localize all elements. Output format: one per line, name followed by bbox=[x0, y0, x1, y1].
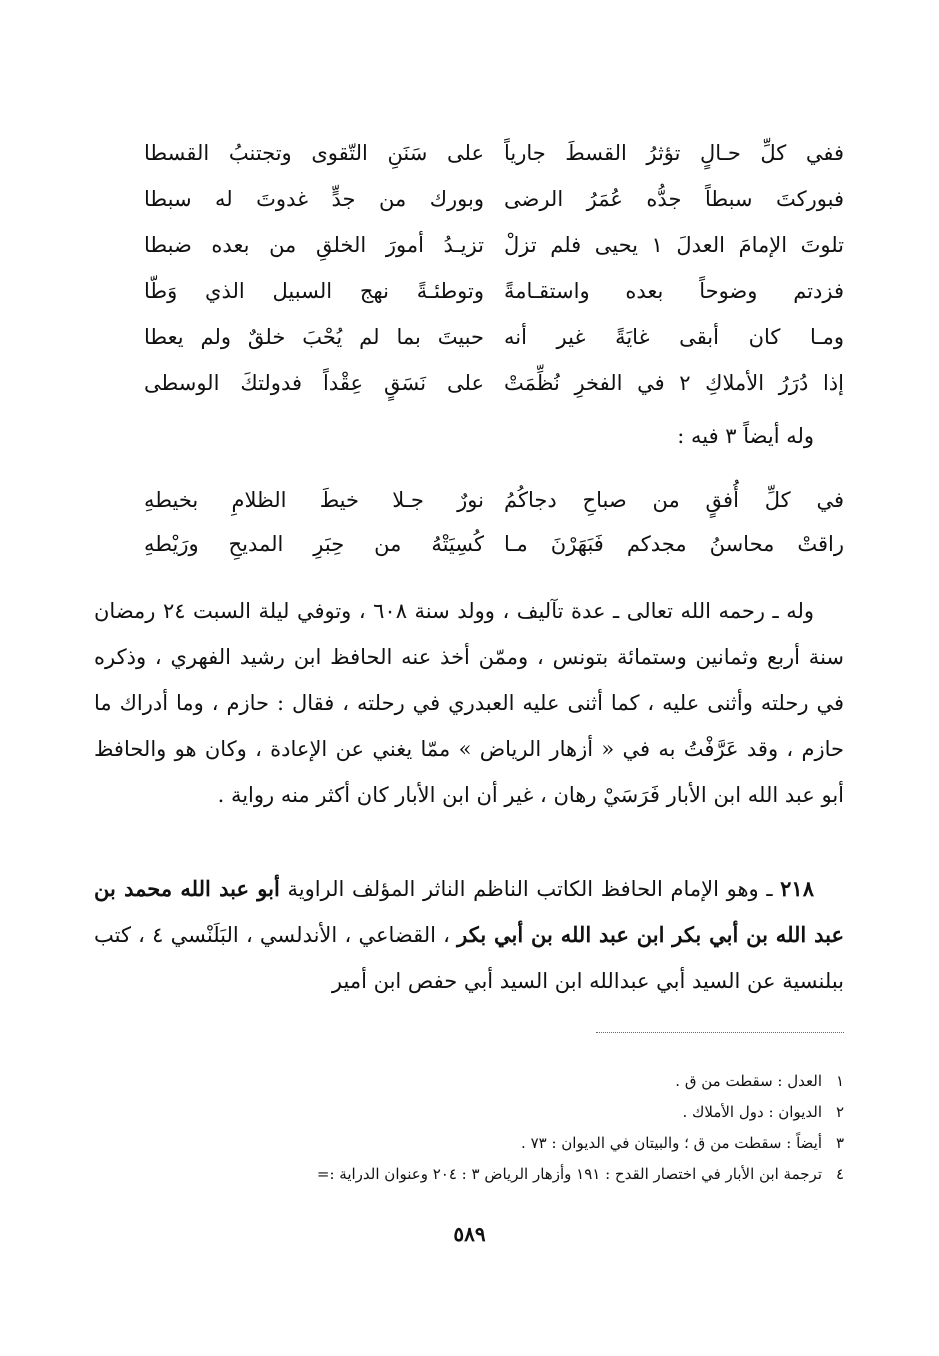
verse-first-hemistich: فزدتم وضوحاً بعده واستقـامةً bbox=[504, 279, 844, 303]
footnote-separator bbox=[596, 1032, 844, 1033]
verse bbox=[144, 130, 844, 176]
verse-second-hemistich: كُسِيَتْهُ من حِبَرِ المديحِ ورَيْطهِ bbox=[144, 532, 484, 556]
entry-continuation-text: ، القضاعي ، الأندلسي ، البَلَنْسي ٤ ، كتب ببلنسية عن السيد أبي عبدالله ابن السيد أبي حفص ابن أمير bbox=[94, 923, 844, 993]
footnote-number: ١ bbox=[835, 1072, 844, 1090]
verse bbox=[144, 360, 844, 406]
footnote-text: ترجمة ابن الأبار في اختصار القدح : ١٩١ وأزهار الرياض ٣ : ٢٠٤ وعنوان الدراية := bbox=[316, 1165, 822, 1183]
verse-first-hemistich: راقتْ محاسنُ مجدكم فَبَهَرْنَ مـا bbox=[504, 532, 844, 556]
verse-first-hemistich: فبوركتَ سبطاً جدُّه عُمَرُ الرضى bbox=[504, 187, 844, 211]
verse bbox=[144, 176, 844, 222]
poem-second bbox=[144, 478, 844, 566]
verse-first-hemistich: إذا دُرَرُ الأملاكِ ٢ في الفخرِ نُظِّمَتْ bbox=[504, 371, 844, 395]
verse-second-hemistich: وبورك من جدٍّ غدوتَ له سبطا bbox=[144, 187, 484, 211]
footnote bbox=[84, 1097, 844, 1128]
verse-second-hemistich: تزيـدُ أمورَ الخلقِ من بعده ضبطا bbox=[144, 233, 484, 257]
entry-person-name: أبو عبد الله محمد بن عبد الله بن أبي بكر ابن عبد الله بن أبي بكر bbox=[94, 876, 844, 947]
footnotes bbox=[84, 1066, 844, 1190]
verse bbox=[144, 478, 844, 522]
footnote-text: العدل : سقطت من ق . bbox=[675, 1072, 822, 1090]
biography-entry-paragraph bbox=[94, 866, 844, 1004]
entry-dash: ـ bbox=[758, 877, 781, 901]
footnote bbox=[84, 1159, 844, 1190]
verse-second-hemistich: وتوطئـةً نهج السبيل الذي وَطّا bbox=[144, 279, 484, 303]
verse bbox=[144, 222, 844, 268]
verse bbox=[144, 314, 844, 360]
prose-paragraph: وله ـ رحمه الله تعالى ـ عدة تآليف ، وولد سنة ٦٠٨ ، وتوفي ليلة السبت ٢٤ رمضان سنة أربع وثمانين وستمائة بتونس ، وممّن أخذ عنه الحافظ ابن رشيد الفهري ، وذكره في رحلته وأثنى عليه ، كما أثنى عليه العبدري في رحلته ، فقال : حازم ، وما أدراك ما حازم ، وقد عَرَّفْتُ به في « أزهار الرياض » ممّا يغني عن الإعادة ، وكان هو والحافظ أبو عبد الله ابن الأبار فَرَسَيْ رهان ، غير أن ابن الأبار كان أكثر منه رواية . bbox=[94, 599, 844, 807]
page-number: ٥٨٩ bbox=[453, 1222, 486, 1246]
footnote-number: ٣ bbox=[835, 1134, 844, 1152]
footnote bbox=[84, 1066, 844, 1097]
verse bbox=[144, 522, 844, 566]
footnote-number: ٤ bbox=[835, 1165, 844, 1183]
verse-second-hemistich: نورٌ جـلا خيطَ الظلامِ بخيطهِ bbox=[144, 488, 484, 512]
footnote-number: ٢ bbox=[835, 1103, 844, 1121]
verse-second-hemistich: على نَسَقٍ عِقْداً فدولتكَ الوسطى bbox=[144, 371, 484, 395]
footnote-text: الديوان : دول الأملاك . bbox=[682, 1103, 822, 1121]
footnote-text: أيضاً : سقطت من ق ؛ والبيتان في الديوان : ٧٣ . bbox=[521, 1134, 822, 1152]
verse-first-hemistich: تلوتَ الإمامَ العدلَ ١ يحيى فلم تزلْ bbox=[504, 233, 844, 257]
verse bbox=[144, 268, 844, 314]
verse-first-hemistich: في كلِّ أُفقٍ من صباحِ دجاكُمُ bbox=[504, 488, 844, 512]
verse-first-hemistich: ومـا كان أبقى غايَةً غير أنه bbox=[504, 325, 844, 349]
footnote bbox=[84, 1128, 844, 1159]
verse-first-hemistich: ففي كلِّ حـالٍ تؤثرُ القسطَ جارياً bbox=[504, 141, 844, 165]
verse-second-hemistich: حبيتَ بما لم يُحْبَ خلقٌ ولم يعطا bbox=[144, 325, 484, 349]
entry-number: ٢١٨ bbox=[780, 876, 814, 901]
poem-intro-line: وله أيضاً ٣ فيه : bbox=[677, 424, 814, 448]
poem-first bbox=[144, 130, 844, 406]
verse-second-hemistich: على سَنَنِ التّقوى وتجتنبُ القسطا bbox=[144, 141, 484, 165]
entry-intro-text: وهو الإمام الحافظ الكاتب الناظم الناثر المؤلف الراوية bbox=[279, 877, 759, 901]
